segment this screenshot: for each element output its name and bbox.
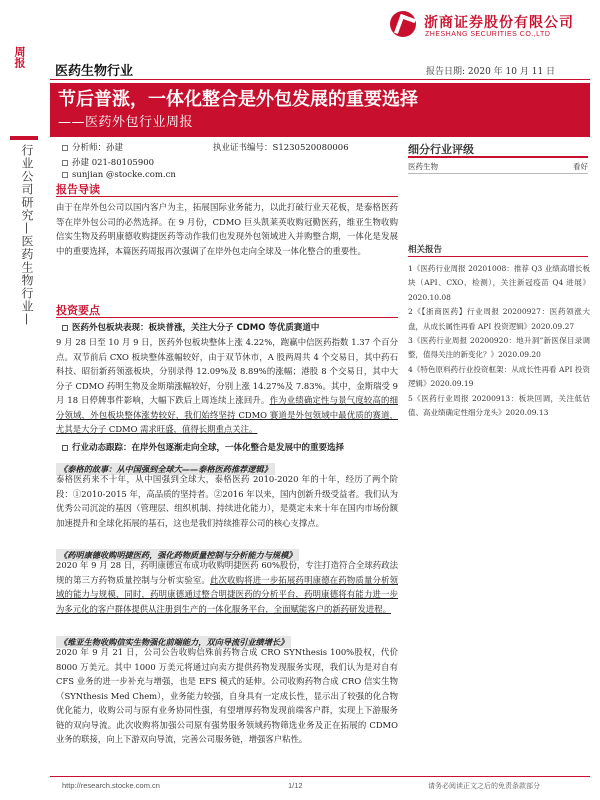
related-report-item[interactable]: 5《医药行业周报 20200913：板块回调，关注低估值、高业绩确定性细分龙头》2020.09.13 [408, 393, 590, 418]
story-3-title: 《维亚生物收购信实生物强化前端能力，双向导流引业绩增长》 [56, 630, 291, 649]
rating-sector: 医药生物 [408, 162, 438, 171]
story-1-text: 泰格医药来不十年，从中国强到全球大，泰格医药 2010-2020 年的十年，经历了两个阶段：①2010-2015 年，高品质的坚持者。②2016 年以来，国内创新升级受益者。我们认为优秀公司沉淀的基因（管理层、组织机制、持续进化能力），是奠定未来十年在国内市场份额加速提升和全球化拓展的基石，这也是我们持续推荐公司的核心支撑点。 [56, 474, 398, 528]
analyst-license: 执业证书编号：S1230520080006 [213, 143, 349, 153]
sector-rating-title: 细分行业评级 [408, 143, 474, 156]
bullet-sector-performance: 医药外包板块表现：板块普涨，关注大分子 CDMO 等优质赛道中 [62, 321, 398, 333]
sidebar-category: 行业公司研究—医药生物行业— [20, 144, 34, 326]
story-2-title: 《药明康德收购明捷医药，强化药物质量控制与分析能力与规模》 [56, 543, 299, 562]
zheshang-logo-icon [390, 11, 416, 37]
rating-value: 看好 [573, 162, 588, 171]
intro-text: 由于在岸外包公司以国内客户为主，拓展国际业务能力，以此打破行业天花板，是泰格医药等在岸外包公司的必然选择。在 9 月份，CDMO 巨头凯莱英收购冠勤医药，维亚生物收购信实生物及药明康德收购捷医药等动作我们也发现外包领域进入并购整合期，一体化是发展中的重要选择，本篇医药周报再次强调了在岸外包走向全球及一体化整合的重要性。 [56, 202, 398, 256]
sector-performance-text: 9 月 28 日至 10 月 9 日，医药外包板块整体上涨 4.22%，跑赢中信医药指数 1.37 个百分点。双节前后 CXO 板块整体涨幅较好，由于双节休市，A 股两周共 4 个交易日，其中药石科技、昭衍新药领涨板块，分别录得 12.09%及 8.89%的涨幅；港股 8 个交易日，其中大分子 CDMO 药明生物及金斯瑞涨幅较好，分别上涨 14.27%及 7.83%。其中，金斯瑞受 9 月 18 日停牌事件影响，大幅下跌后上周连续上涨回升。作为业绩确定性与景气度较高的细分领域，外包板块整体涨势较好，我们始终坚持 CDMO 赛道是外包领域中最优质的赛道，尤其是大分子 CDMO 需求旺盛，值得长期重点关注。 [56, 337, 399, 434]
company-name-en: ZHESHANG SECURITIES CO.,LTD [425, 31, 551, 38]
rating-divider [408, 156, 588, 158]
related-report-item[interactable]: 4《特色原料药行业投资框架：从成长性再看 API 投资逻辑》2020.09.19 [408, 364, 590, 389]
bullet-industry-tracking: 行业动态跟踪：在岸外包逐渐走向全球，一体化整合是发展中的重要选择 [62, 441, 398, 453]
disclaimer-note: 请务必阅读正文之后的免责条款部分 [428, 782, 540, 790]
analyst-email[interactable]: sunjian @stocke.com.cn [62, 170, 176, 180]
report-date: 报告日期: 2020 年 10 月 11 日 [426, 67, 556, 77]
bullet-square-icon [62, 325, 68, 331]
report-subtitle: ——医药外包行业周报 [58, 115, 194, 130]
intro-divider [56, 196, 398, 197]
related-report-item[interactable]: 3《医药行业周报 20200920：地升洞”新医保目录调整，值得关注的新变化？》2020.09.20 [408, 336, 590, 360]
company-name-cn: 浙商证券股份有限公司 [424, 15, 574, 31]
related-report-item[interactable]: 1《医药行业周报 20201008：推荐 Q3 业绩高增长板块（API、CXO、检测），关注新冠疫苗 Q4 进展》2020.10.08 [408, 264, 590, 302]
email-icon [62, 172, 68, 178]
footer-url[interactable]: http://research.stocke.com.cn [62, 781, 160, 790]
footer-divider [50, 776, 590, 777]
related-divider [408, 256, 588, 257]
person-icon [62, 145, 68, 151]
related-reports-list [408, 262, 590, 420]
related-reports-title: 相关报告 [408, 245, 443, 255]
bullet-square-icon [62, 445, 68, 451]
story-3-text: 2020 年 9 月 21 日，公司公告收购信殊前药物合成 CRO SYNthesis 100%股权，代价 8000 万美元。其中 1000 万美元将通过向卖方提供药物发现服务实现，我们认为是对自有 CFS 业务的进一步补充与增强，也是 EFS 模式的延伸。公司收购药物合成 CRO 信实生物（SYNthesis Med Chem），业务能力较强，自身具有一定成长性，显示出了较强的化合物优化能力，收购公司与原有业务协同性强，有望增厚药物发现前端客户群，实现上下游服务链的双向导流。此次收购将加强公司原有强势服务领域药物筛选业务及正在拓展的 CDMO 业务的联接，向上下游双向导流，完善公司服务链，增强客户粘性。 [56, 647, 398, 744]
points-divider [56, 317, 398, 318]
rating-row [408, 161, 588, 172]
header-divider [50, 79, 590, 80]
points-heading: 投资要点 [56, 304, 100, 317]
related-report-item[interactable]: 2《【浙商医药】行业周报 20200927：医药领涨大盘，从成长属性再看 API 投资逻辑》2020.09.27 [408, 307, 590, 331]
page-number: 1/12 [288, 781, 303, 790]
rating-bottom-divider [408, 173, 588, 174]
story-1-title: 《泰格的故事：从中国强到全球大——泰格医药推荐逻辑》 [56, 457, 275, 476]
analyst-name: 分析师：孙建 [62, 141, 123, 153]
report-type-label: 周报 [13, 46, 26, 68]
report-title: 节后普涨，一体化整合是外包发展的重要选择 [58, 89, 418, 110]
phone-icon [62, 160, 68, 166]
story-2-text: 2020 年 9 月 28 日，药明康德宣布成功收购明捷医药 60%股份，专注打造符合全球药政法规的第三方药物质量控制与分析实验室。此次收购将进一步拓展药明康德在药物质量分析领域的能力与规模，同时，药明康德通过整合明捷医药的分析平台，药明康德将有能力进一步为多元化的客户群体提供从注册到生产的一体化服务平台，全面赋能客户的新药研发进程。 [56, 560, 399, 614]
analyst-phone: 孙建 021-80105900 [62, 156, 154, 168]
industry-label: 医药生物行业 [55, 64, 134, 79]
intro-heading: 报告导读 [56, 183, 100, 196]
sidebar-accent-bar [10, 136, 38, 140]
